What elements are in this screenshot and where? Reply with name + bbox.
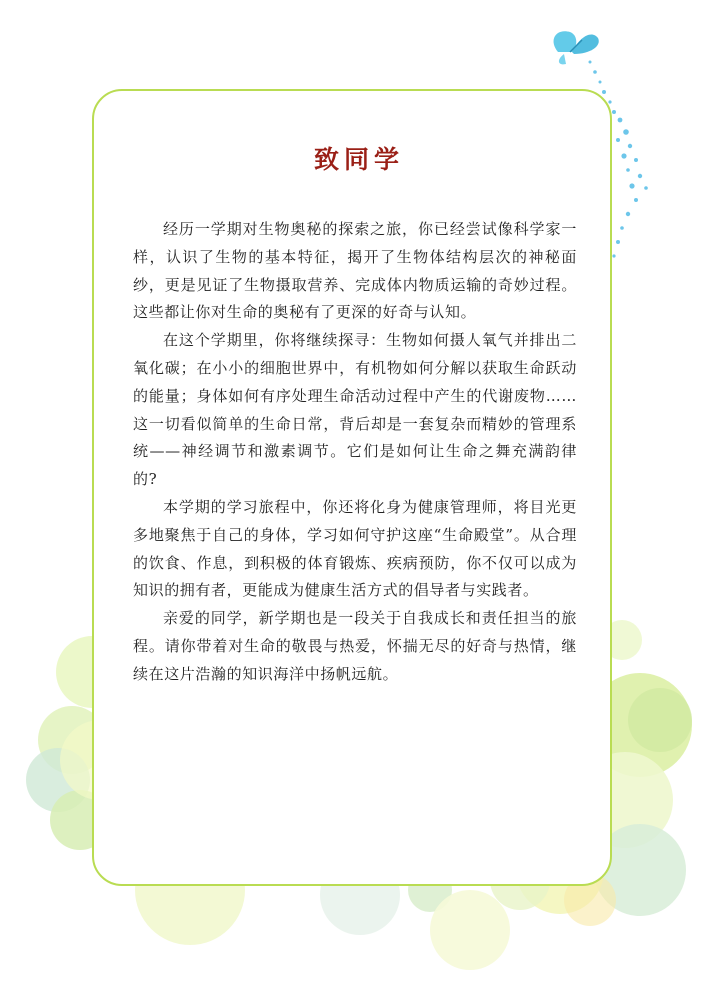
paragraph-4: 亲爱的同学，新学期也是一段关于自我成长和责任担当的旅程。请你带着对生命的敬畏与热爱，怀揣无尽的好奇与热情，继续在这片浩瀚的知识海洋中扬帆远航。 — [133, 609, 577, 683]
paragraph-3: 本学期的学习旅程中，你还将化身为健康管理师，将目光更多地聚焦于自己的身体，学习如何守护这座“生命殿堂”。从合理的饮食、作息，到积极的体育锻炼、疾病预防，你不仅可以成为知识的拥有者，更能成为健康生活方式的倡导者与实践者。 — [133, 497, 577, 600]
letter-body — [133, 216, 577, 689]
paragraph-2: 在这个学期里，你将继续探寻：生物如何摄人氧气并排出二氧化碳；在小小的细胞世界中，有机物如何分解以获取生命跃动的能量；身体如何有序处理生命活动过程中产生的代谢废物……这一切看似简单的生命日常，背后却是一套复杂而精妙的管理系统——神经调节和激素调节。它们是如何让生命之舞充满韵律的? — [133, 331, 577, 489]
paragraph-1: 经历一学期对生物奥秘的探索之旅，你已经尝试像科学家一样，认识了生物的基本特征，揭开了生物体结构层次的神秘面纱，更是见证了生物摄取营养、完成体内物质运输的奇妙过程。这些都让你对生命的奥秘有了更深的好奇与认知。 — [133, 220, 577, 322]
butterfly-icon — [554, 31, 599, 64]
page-title: 致同学 — [313, 145, 404, 174]
